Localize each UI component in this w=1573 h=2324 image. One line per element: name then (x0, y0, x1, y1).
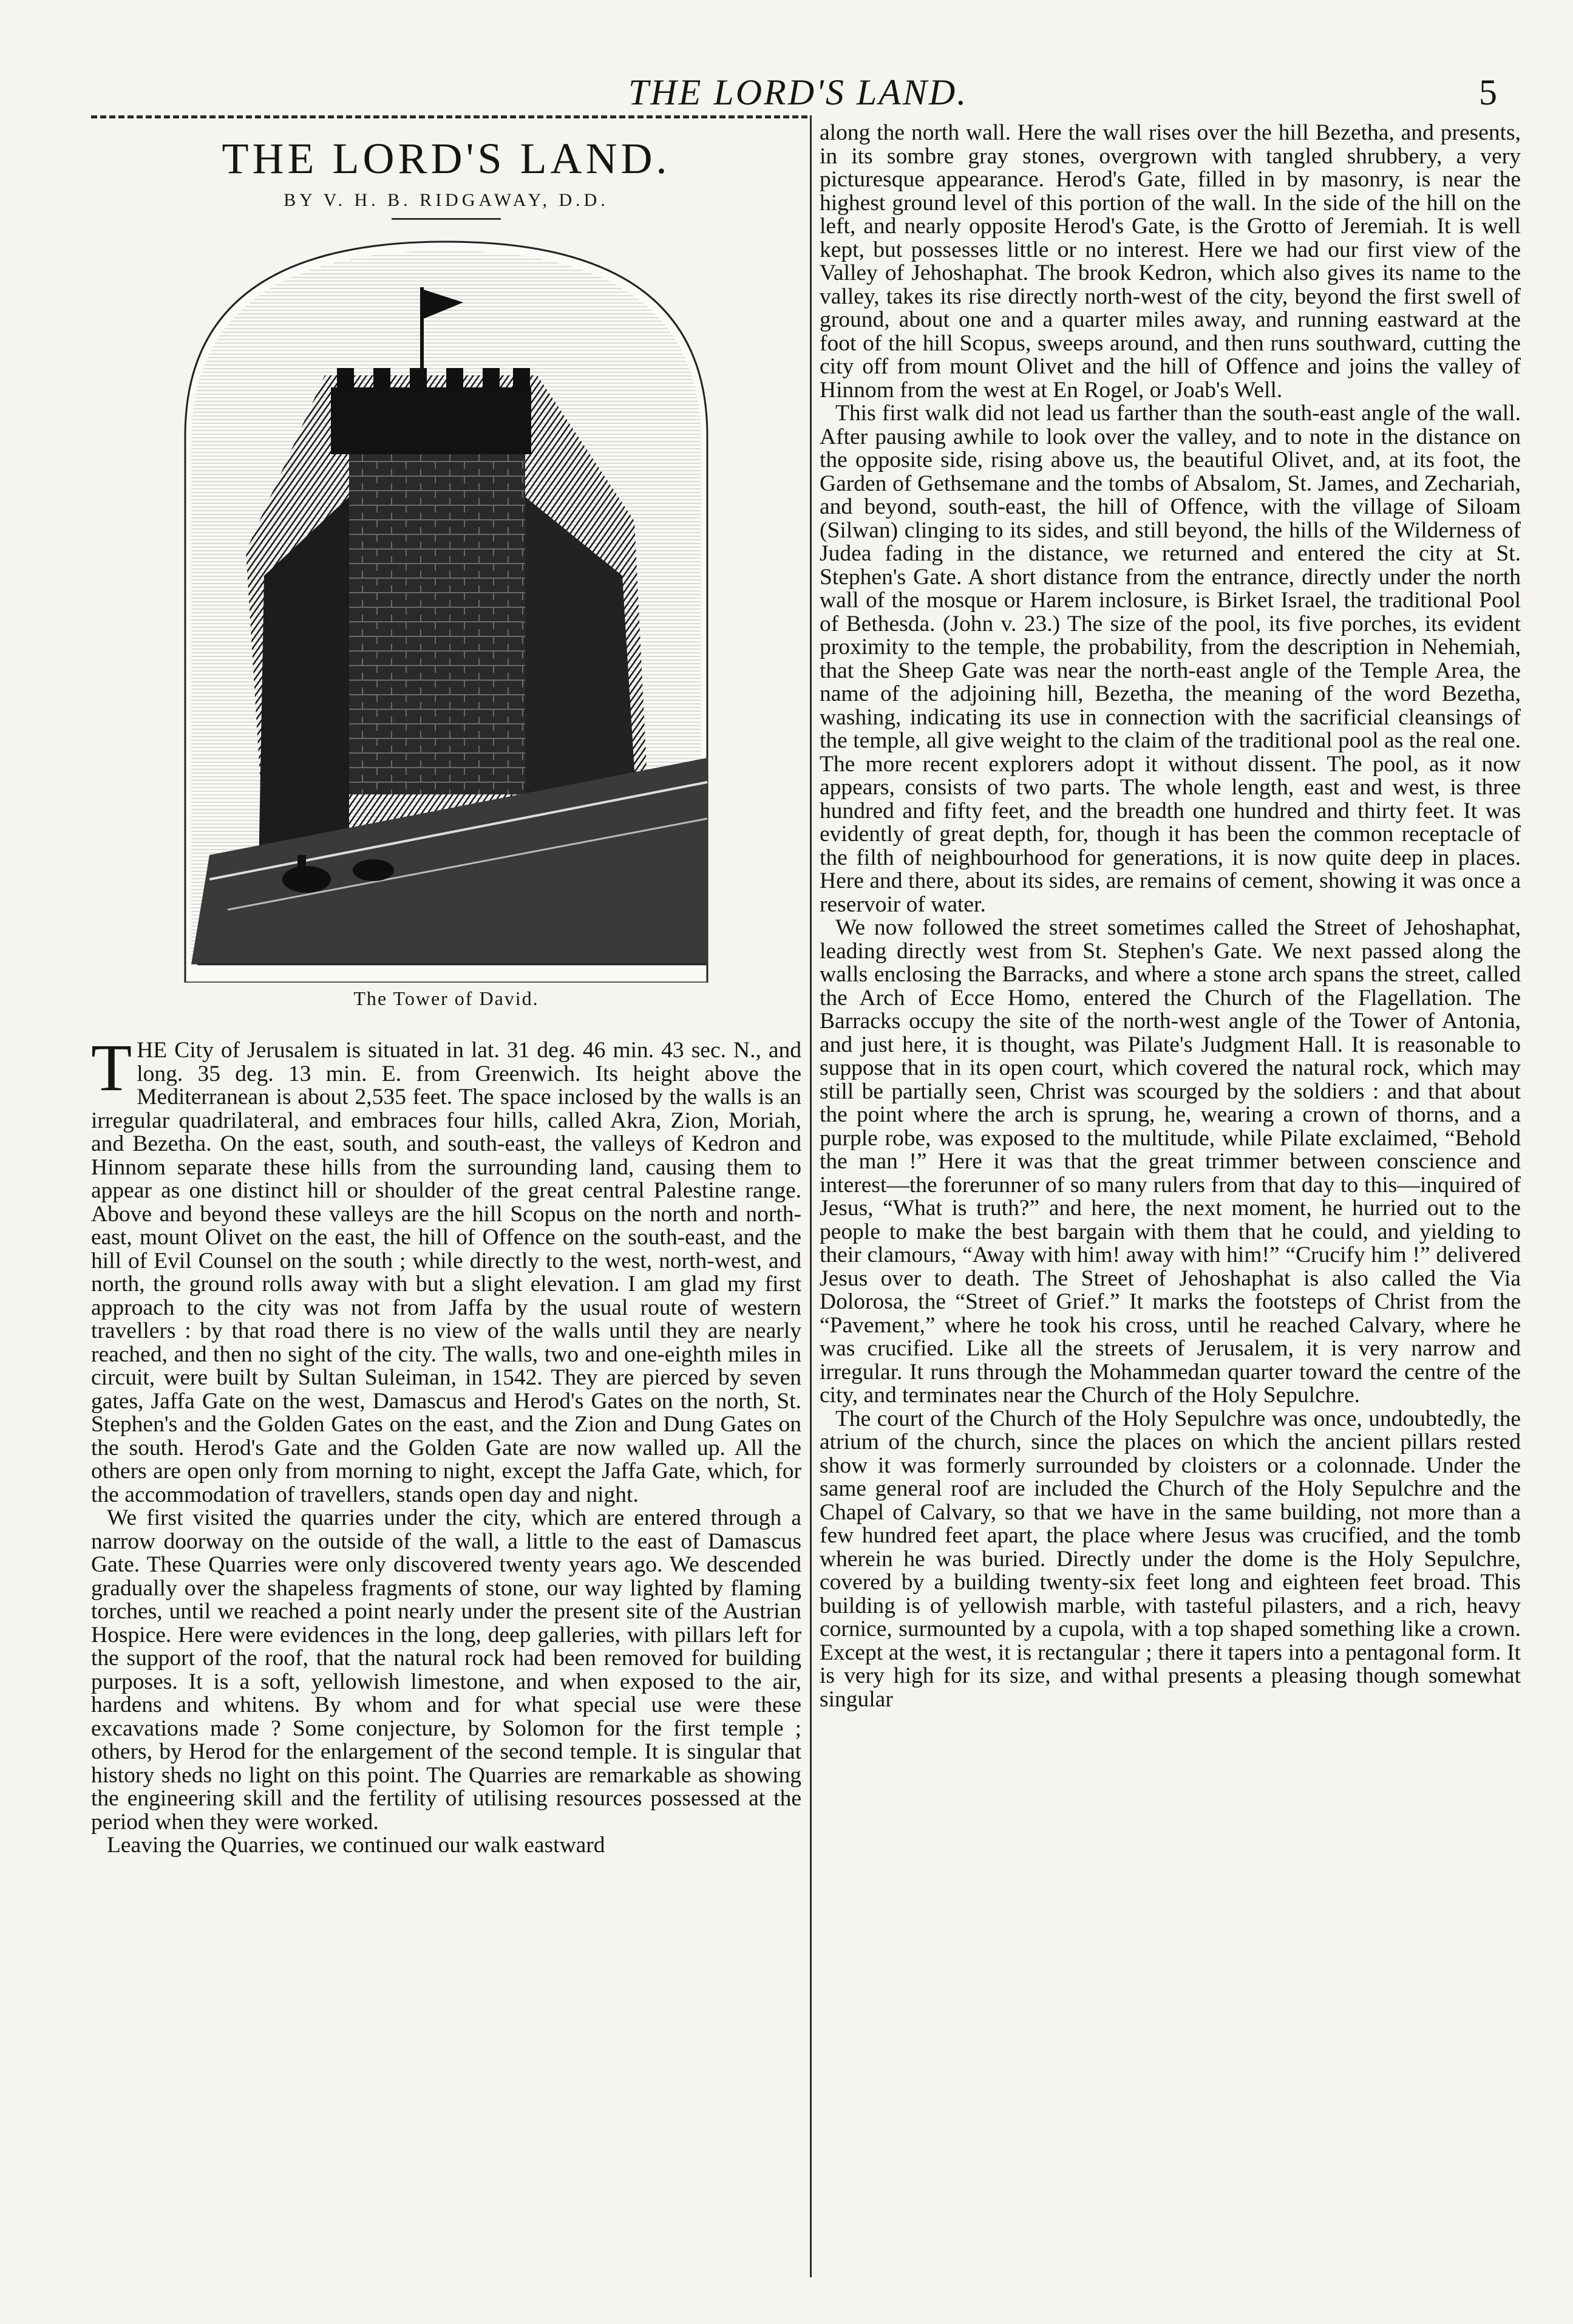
page-number: 5 (1479, 72, 1497, 112)
header-rule (91, 115, 807, 118)
title-rule (392, 218, 501, 220)
right-column (820, 121, 1521, 1711)
right-text (820, 121, 1521, 1711)
paragraph-7: The court of the Church of the Holy Sepulchre was once, undoubtedly, the atrium of the church, since the places on which the ancient pillars rested show it was formerly surrounded by cloisters or a colonnade. Under the same general roof are included the Church of the Holy Sepulchre and the Chapel of Calvary, so that we have in the same building, not more than a few hundred feet apart, the place where Jesus was crucified, and the tomb wherein he was buried. Directly under the dome is the Holy Sepulchre, covered by a building twenty-six feet long and eighteen feet broad. This building is of yellowish marble, with tasteful pilasters, and a rich, heavy cornice, surmounted by a cupola, with a top shaped something like a crown. Except at the west, it is rectangular ; there it tapers into a pentagonal form. It is very high for its size, and withal presents a pleasing though somewhat singular (820, 1406, 1521, 1712)
drop-cap: T (91, 1031, 132, 1105)
column-rule (810, 115, 812, 2277)
paragraph-3: Leaving the Quarries, we continued our walk eastward (107, 1833, 605, 1858)
left-text (91, 1031, 801, 1858)
figure-caption: The Tower of David. (353, 987, 539, 1009)
paragraph-4: along the north wall. Here the wall rises over the hill Bezetha, and presents, in its sombre gray stones, overgrown with tangled shrubbery, a very picturesque appearance. Herod's Gate, filled in by masonry, is near the highest ground level of this portion of the wall. In the side of the hill on the left, and nearly opposite Herod's Gate, is the Grotto of Jeremiah. It is well kept, but possesses little or no interest. Here we had our first view of the Valley of Jehoshaphat. The brook Kedron, which also gives its name to the valley, takes its rise directly north-west of the city, beyond the first swell of ground, about one and a quarter miles away, and running eastward at the foot of the hill Scopus, sweeps around, and then runs southward, cutting the city off from mount Olivet and the hill of Offence and joins the valley of Hinnom from the west at En Rogel, or Joab's Well. (820, 120, 1521, 403)
left-column (91, 121, 801, 1858)
article-title: THE LORD'S LAND. (222, 134, 671, 183)
paragraph-1 (91, 1031, 801, 1507)
paragraph-2: We first visited the quarries under the city, which are entered through a narrow doorway on the outside of the wall, a little to the east of Damascus Gate. These Quarries were only discovered twenty years ago. We descended gradually over the shapeless fragments of stone, our way lighted by flaming torches, until we reached a point nearly under the present site of the Austrian Hospice. Here were evidences in the long, deep galleries, with pillars left for the support of the roof, that the natural rock had been removed for building purposes. It is a soft, yellowish limestone, and when exposed to the air, hardens and whitens. By whom and for what special use were these excavations made ? Some conjecture, by Solomon for the first temple ; others, by Herod for the enlargement of the second temple. It is singular that history sheds no light on this point. The Quarries are remarkable as showing the engineering skill and the fertility of utilising resources possessed at the period when they were worked. (91, 1505, 801, 1835)
running-title: THE LORD'S LAND. (628, 72, 968, 112)
paragraph-6: We now followed the street sometimes called the Street of Jehoshaphat, leading directly west from St. Stephen's Gate. We next passed along the walls enclosing the Barracks, and where a stone arch spans the street, called the Arch of Ecce Homo, entered the Church of the Flagellation. The Barracks occupy the site of the north-west angle of the Tower of Antonia, and just here, it is thought, was Pilate's Judgment Hall. It is reasonable to suppose that in its open court, which covered the natural rock, which may still be partially seen, Christ was scourged by the soldiers : and that about the point where the arch is sprung, he, wearing a crown of thorns, and a purple robe, was exposed to the multitude, while Pilate exclaimed, “Behold the man !” Here it was that the great trimmer between conscience and interest—the forerunner of so many rulers from that day to this—inquired of Jesus, “What is truth?” and here, the next moment, he hurried out to the people to make the best bargain with them that he could, and yielding to their clamours, “Away with him! away with him!” “Crucify him !” delivered Jesus over to death. The Street of Jehoshaphat is also called the Via Dolorosa, the “Street of Grief.” It marks the footsteps of Christ from the “Pavement,” where he took his cross, until he reached Calvary, where he was crucified. Like all the streets of Jerusalem, it is very narrow and irregular. It runs through the Mohammedan quarter toward the centre of the city, and terminates near the Church of the Holy Sepulchre. (820, 915, 1521, 1408)
paragraph-5: This first walk did not lead us farther than the south-east angle of the wall. After pausing awhile to look over the valley, and to note in the distance on the opposite side, rising above us, the beautiful Olivet, and, at its foot, the Garden of Gethsemane and the tombs of Absalom, St. James, and Zechariah, and beyond, south-east, the hill of Offence, with the village of Siloam (Silwan) clinging to its sides, and still beyond, the hills of the Wilderness of Judea fading in the distance, we returned and entered the city at St. Stephen's Gate. A short distance from the entrance, directly under the north wall of the mosque or Harem inclosure, is Birket Israel, the traditional Pool of Bethesda. (John v. 23.) The size of the pool, its five porches, its evident proximity to the temple, the probability, from the description in Nehemiah, that the Sheep Gate was near the north-east angle of the Temple Area, the name of the adjoining hill, Bezetha, the meaning of the word Bezetha, washing, indicating its use in connection with the sacrificial cleansings of the temple, all give weight to the claim of the traditional pool as the real one. The more recent explorers adopt it without dissent. The pool, as it now appears, consists of two parts. The whole length, east and west, is three hundred and fifty feet, and the breadth one hundred and thirty feet. It was evidently of great depth, for, though it has been the common receptacle of the filth of neighbourhood for generations, it is now quite deep in places. Here and there, about its sides, are remains of cement, showing it was once a reservoir of water. (820, 401, 1521, 917)
running-head (0, 72, 1573, 114)
paragraph-1-text: HE City of Jerusalem is situated in lat. 31 deg. 46 min. 43 sec. N., and long. 35 deg. 13 min. E. from Greenwich. Its height above the Mediterranean is about 2,535 feet. The space inclosed by the walls is an irregular quadrilateral, and embraces four hills, called Akra, Zion, Moriah, and Bezetha. On the east, south, and south-east, the valleys of Kedron and Hinnom separate these hills from the surrounding land, causing them to appear as one distinct hill or shoulder of the great central Palestine range. Above and beyond these valleys are the hill Scopus on the north and north-east, mount Olivet on the east, the hill of Offence on the south-east, and the hill of Evil Counsel on the south ; while directly to the west, north-west, and north, the ground rolls away with but a slight elevation. I am glad my first approach to the city was not from Jaffa by the usual route of western travellers : by that road there is no view of the walls until they are nearly reached, and then no sight of the city. The walls, two and one-eighth miles in circuit, were built by Sultan Suleiman, in 1542. They are pierced by seven gates, Jaffa Gate on the west, Damascus and Herod's Gates on the north, St. Stephen's and the Golden Gates on the east, and the Zion and Dung Gates on the south. Herod's Gate and the Golden Gate are now walled up. All the others are open only from morning to night, except the Jaffa Gate, which, for the accommodation of travellers, stands open day and night. (91, 1038, 801, 1507)
tower-illustration (173, 236, 719, 1010)
byline: BY V. H. B. RIDGAWAY, D.D. (284, 190, 609, 210)
tower-engraving (173, 236, 719, 983)
